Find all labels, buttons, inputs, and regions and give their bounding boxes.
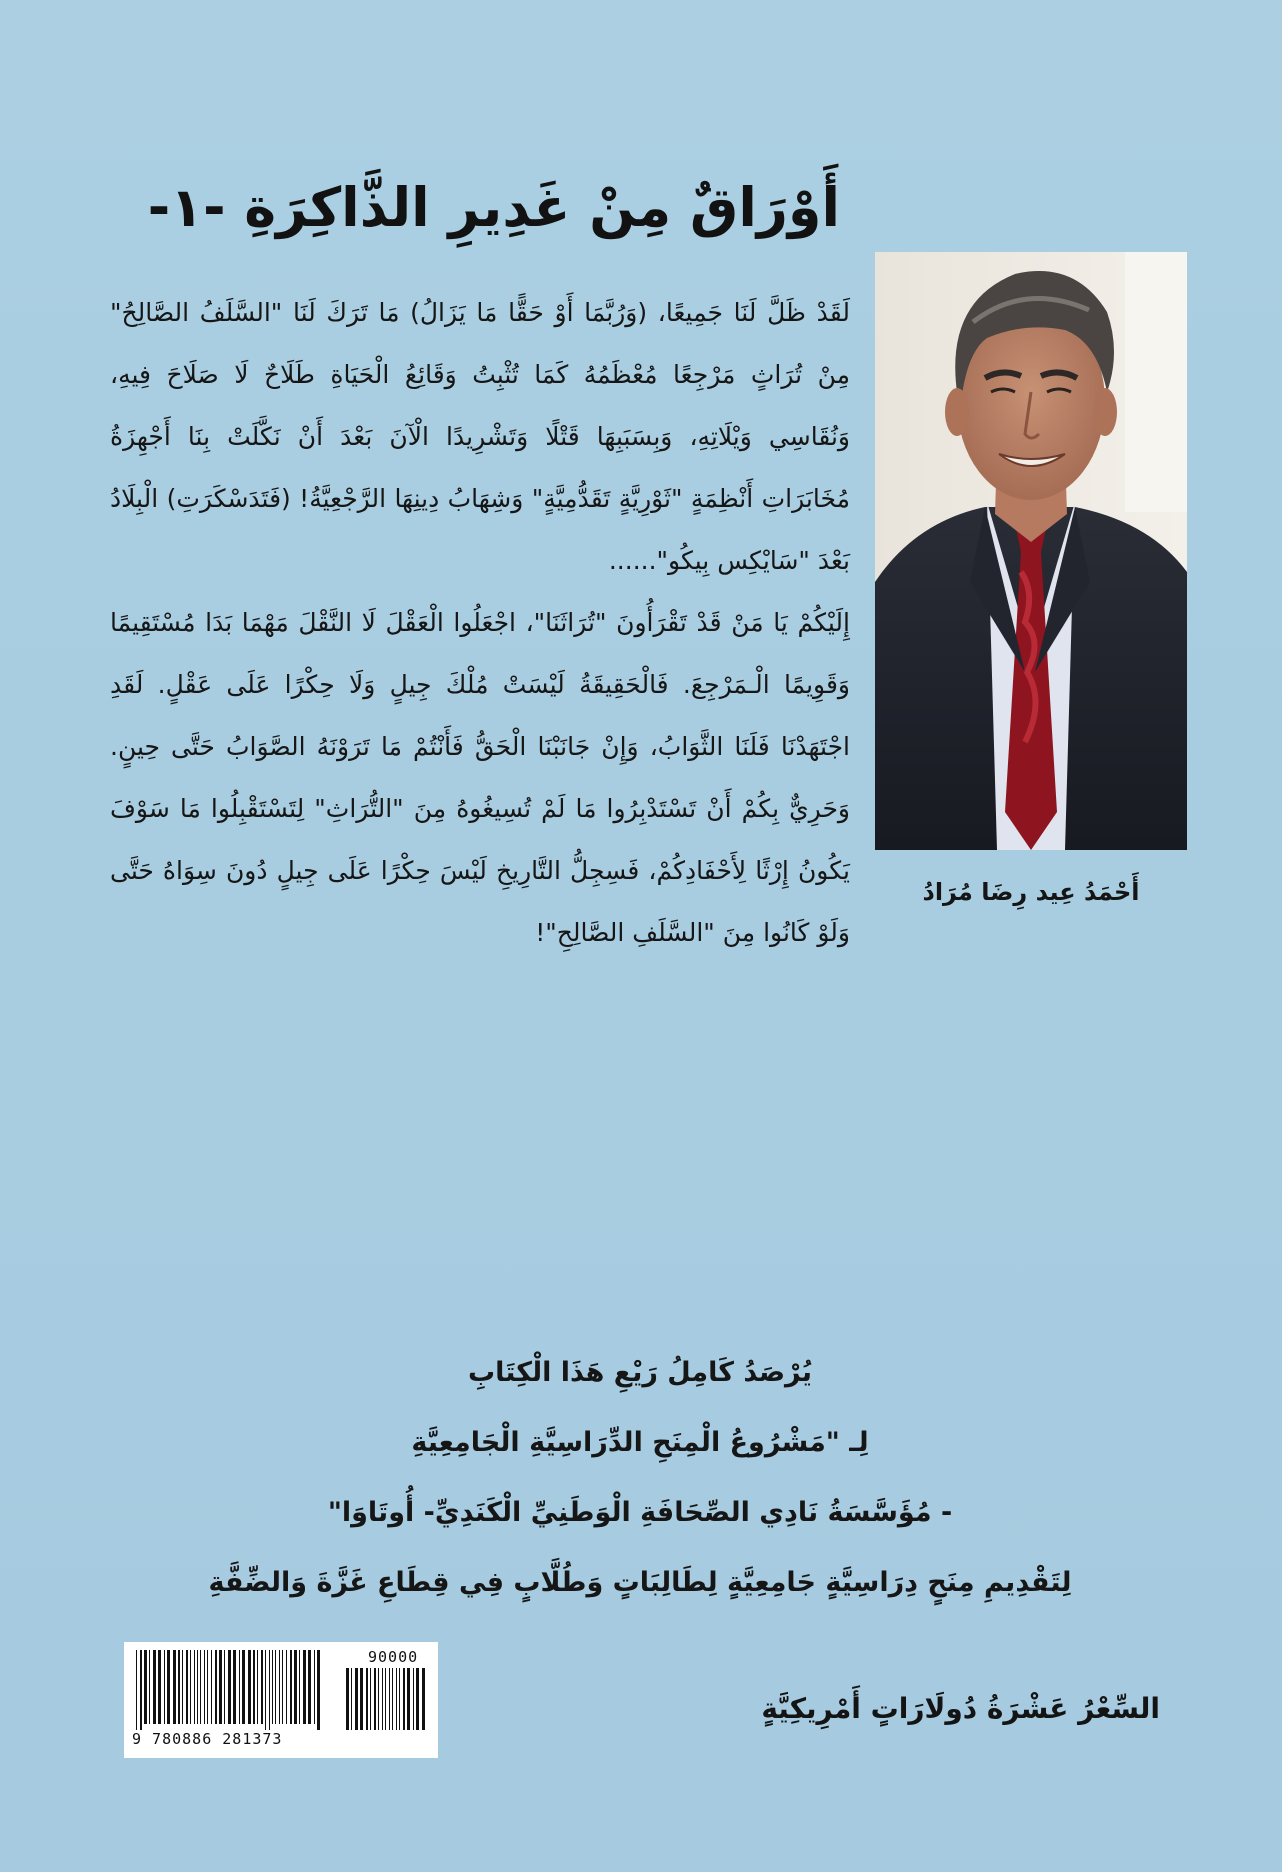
blurb-paragraph-2: إِلَيْكُمْ يَا مَنْ قَدْ تَقْرَأُونَ "تُرَاثَنَا"، اجْعَلُوا الْعَقْلَ لَا النَّقْلَ مَهْمَا بَدَا مُسْتَقِيمًا وَقَوِيمًا الْـمَرْجِعَ. فَالْحَقِيقَةُ لَيْسَتْ مُلْكَ جِيلٍ وَلَا حِكْرًا عَلَى عَقْلٍ. لَقَدِ اجْتَهَدْنَا فَلَنَا الثَّوَابُ، وَإِنْ جَانَبْنَا الْحَقُّ فَأَنْتُمْ مَا تَرَوْنَهُ الصَّوَابُ حَتَّى حِينٍ. وَحَرِيٌّ بِكُمْ أَنْ تَسْتَدْبِرُوا مَا لَمْ تُسِيغُوهُ مِنَ "التُّرَاثِ" لِتَسْتَقْبِلُوا مَا سَوْفَ يَكُونُ إِرْثًا لِأَحْفَادِكُمْ، فَسِجِلُّ التَّارِيخِ لَيْسَ حِكْرًا عَلَى جِيلٍ دُونَ سِوَاهُ حَتَّى وَلَوْ كَانُوا مِنَ "السَّلَفِ الصَّالِحِ"! bbox=[110, 608, 850, 947]
author-name: أَحْمَدُ عِيد رِضَا مُرَادُ bbox=[922, 878, 1140, 906]
isbn-barcode bbox=[124, 1642, 438, 1758]
author-photo bbox=[875, 252, 1187, 850]
dedication-line-4: لِتَقْدِيمِ مِنَحٍ دِرَاسِيَّةٍ جَامِعِيَّةٍ لِطَالِبَاتٍ وَطُلَّابٍ فِي قِطَاعِ غَزَّةَ وَالضِّفَّةِ bbox=[208, 1567, 1072, 1598]
dedication-line-2: لِـ "مَشْرُوعُ الْمِنَحِ الدِّرَاسِيَّةِ الْجَامِعِيَّةِ bbox=[411, 1427, 869, 1458]
isbn-number: 9 780886 281373 bbox=[132, 1730, 283, 1748]
blurb-paragraph-1: لَقَدْ ظَلَّ لَنَا جَمِيعًا، (وَرُبَّمَا أَوْ حَقًّا مَا يَزَالُ) مَا تَرَكَ لَنَا "السَّلَفُ الصَّالِحُ" مِنْ تُرَاثٍ مَرْجِعًا مُعْظَمُهُ كَمَا تُثْبِتُ وَقَائِعُ الْحَيَاةِ طَلَاحٌ لَا صَلَاحَ فِيهِ، وَنُقَاسِي وَيْلَاتِهِ، وَبِسَبَبِهَا قَتْلًا وَتَشْرِيدًا الْآنَ بَعْدَ أَنْ نَكَّلَتْ بِنَا أَجْهِزَةُ مُخَابَرَاتِ أَنْظِمَةٍ "ثَوْرِيَّةٍ تَقَدُّمِيَّةٍ" وَشِهَابُ دِينِهَا الرَّجْعِيَّةُ! (فَتَدَسْكَرَتِ) الْبِلَادُ بَعْدَ "سَايْكِس بِيكُو"...... bbox=[110, 298, 850, 575]
blurb-text bbox=[110, 282, 850, 964]
price-label: السِّعْرُ عَشْرَةُ دُولَارَاتٍ أَمْرِيكِيَّةٍ bbox=[761, 1692, 1160, 1725]
dedication-line-3: - مُؤَسَّسَةُ نَادِي الصِّحَافَةِ الْوَطَنِيِّ الْكَنَدِيِّ- أُوتَاوَا" bbox=[327, 1497, 953, 1528]
isbn-addon-number: 90000 bbox=[368, 1648, 419, 1666]
dedication-block bbox=[200, 1338, 1080, 1618]
dedication-line-1: يُرْصَدُ كَامِلُ رَيْعِ هَذَا الْكِتَابِ bbox=[468, 1357, 812, 1388]
book-title: أَوْرَاقٌ مِنْ غَدِيرِ الذَّاكِرَةِ -١- bbox=[147, 176, 840, 240]
